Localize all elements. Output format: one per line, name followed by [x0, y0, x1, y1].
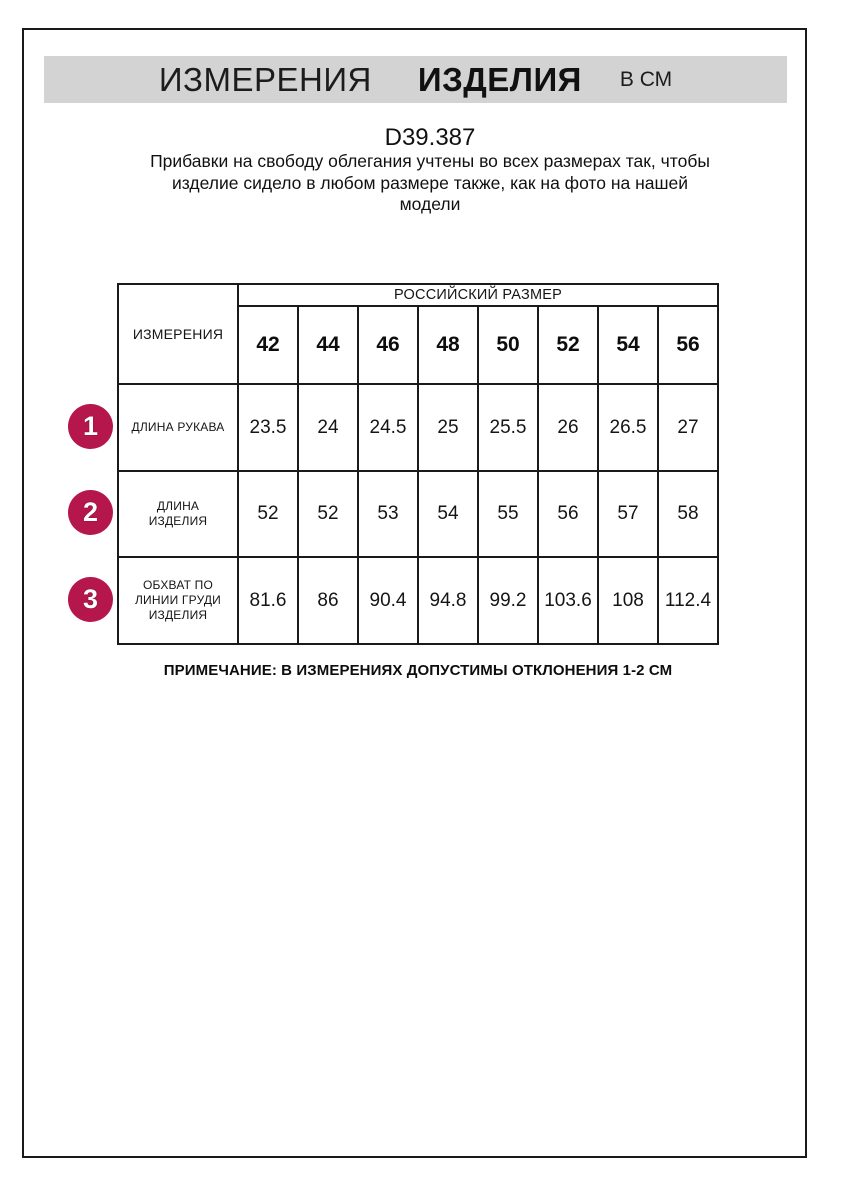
- table-cell: 86: [298, 557, 358, 644]
- row-label-chest-girth: [118, 557, 238, 644]
- description-line-1: Прибавки на свободу облегания учтены во всех размерах так, чтобы: [150, 151, 710, 171]
- table-cell: 94.8: [418, 557, 478, 644]
- table-cell: 56: [538, 471, 598, 557]
- description-line-3: модели: [399, 194, 461, 214]
- table-cell: 52: [298, 471, 358, 557]
- table-cell: 27: [658, 384, 718, 471]
- row-label-garment-length: [118, 471, 238, 557]
- size-header-50: 50: [478, 306, 538, 384]
- row-label-line: ЛИНИИ ГРУДИ: [134, 593, 222, 607]
- table-cell: 55: [478, 471, 538, 557]
- table-cell: 57: [598, 471, 658, 557]
- size-table: [117, 283, 719, 645]
- size-header-42: 42: [238, 306, 298, 384]
- table-cell: 99.2: [478, 557, 538, 644]
- row-label-line: ДЛИНА: [156, 499, 200, 513]
- page-title-unit: В СМ: [619, 67, 673, 91]
- table-cell: 90.4: [358, 557, 418, 644]
- table-cell: 112.4: [658, 557, 718, 644]
- table-cell: 26: [538, 384, 598, 471]
- table-cell: 81.6: [238, 557, 298, 644]
- table-cell: 23.5: [238, 384, 298, 471]
- size-header-52: 52: [538, 306, 598, 384]
- corner-header-cell: ИЗМЕРЕНИЯ: [118, 284, 238, 384]
- article-code: D39.387: [384, 124, 476, 151]
- page-title-emphasis: ИЗДЕЛИЯ: [417, 60, 582, 98]
- table-row-sleeve-length: [118, 384, 718, 471]
- size-header-44: 44: [298, 306, 358, 384]
- group-header-cell: РОССИЙСКИЙ РАЗМЕР: [238, 284, 718, 306]
- table-cell: 53: [358, 471, 418, 557]
- row-label-line: ИЗДЕЛИЯ: [148, 514, 208, 528]
- size-header-54: 54: [598, 306, 658, 384]
- size-header-46: 46: [358, 306, 418, 384]
- table-row-chest-girth: [118, 557, 718, 644]
- row-marker-1-badge: 1: [68, 404, 113, 449]
- table-cell: 54: [418, 471, 478, 557]
- size-header-48: 48: [418, 306, 478, 384]
- table-cell: 24: [298, 384, 358, 471]
- row-marker-3-badge: 3: [68, 577, 113, 622]
- title-band: [44, 56, 787, 103]
- table-cell: 26.5: [598, 384, 658, 471]
- table-cell: 108: [598, 557, 658, 644]
- table-cell: 58: [658, 471, 718, 557]
- tolerance-note: ПРИМЕЧАНИЕ: В ИЗМЕРЕНИЯХ ДОПУСТИМЫ ОТКЛОНЕНИЯ 1-2 СМ: [163, 662, 673, 679]
- size-header-56: 56: [658, 306, 718, 384]
- table-row-garment-length: [118, 471, 718, 557]
- page-title-main: ИЗМЕРЕНИЯ: [158, 60, 372, 98]
- description-line-2: изделие сидело в любом размере также, как на фото на нашей: [171, 172, 689, 193]
- row-label-line: ДЛИНА РУКАВА: [131, 420, 225, 434]
- row-label-line: ОБХВАТ ПО: [142, 578, 214, 592]
- row-marker-2-badge: 2: [68, 490, 113, 535]
- table-cell: 25.5: [478, 384, 538, 471]
- group-header-row: [118, 284, 718, 306]
- table-cell: 25: [418, 384, 478, 471]
- table-cell: 24.5: [358, 384, 418, 471]
- table-cell: 103.6: [538, 557, 598, 644]
- row-label-line: ИЗДЕЛИЯ: [148, 608, 208, 622]
- description-paragraph: [60, 151, 800, 216]
- row-label-sleeve-length: [118, 384, 238, 471]
- table-cell: 52: [238, 471, 298, 557]
